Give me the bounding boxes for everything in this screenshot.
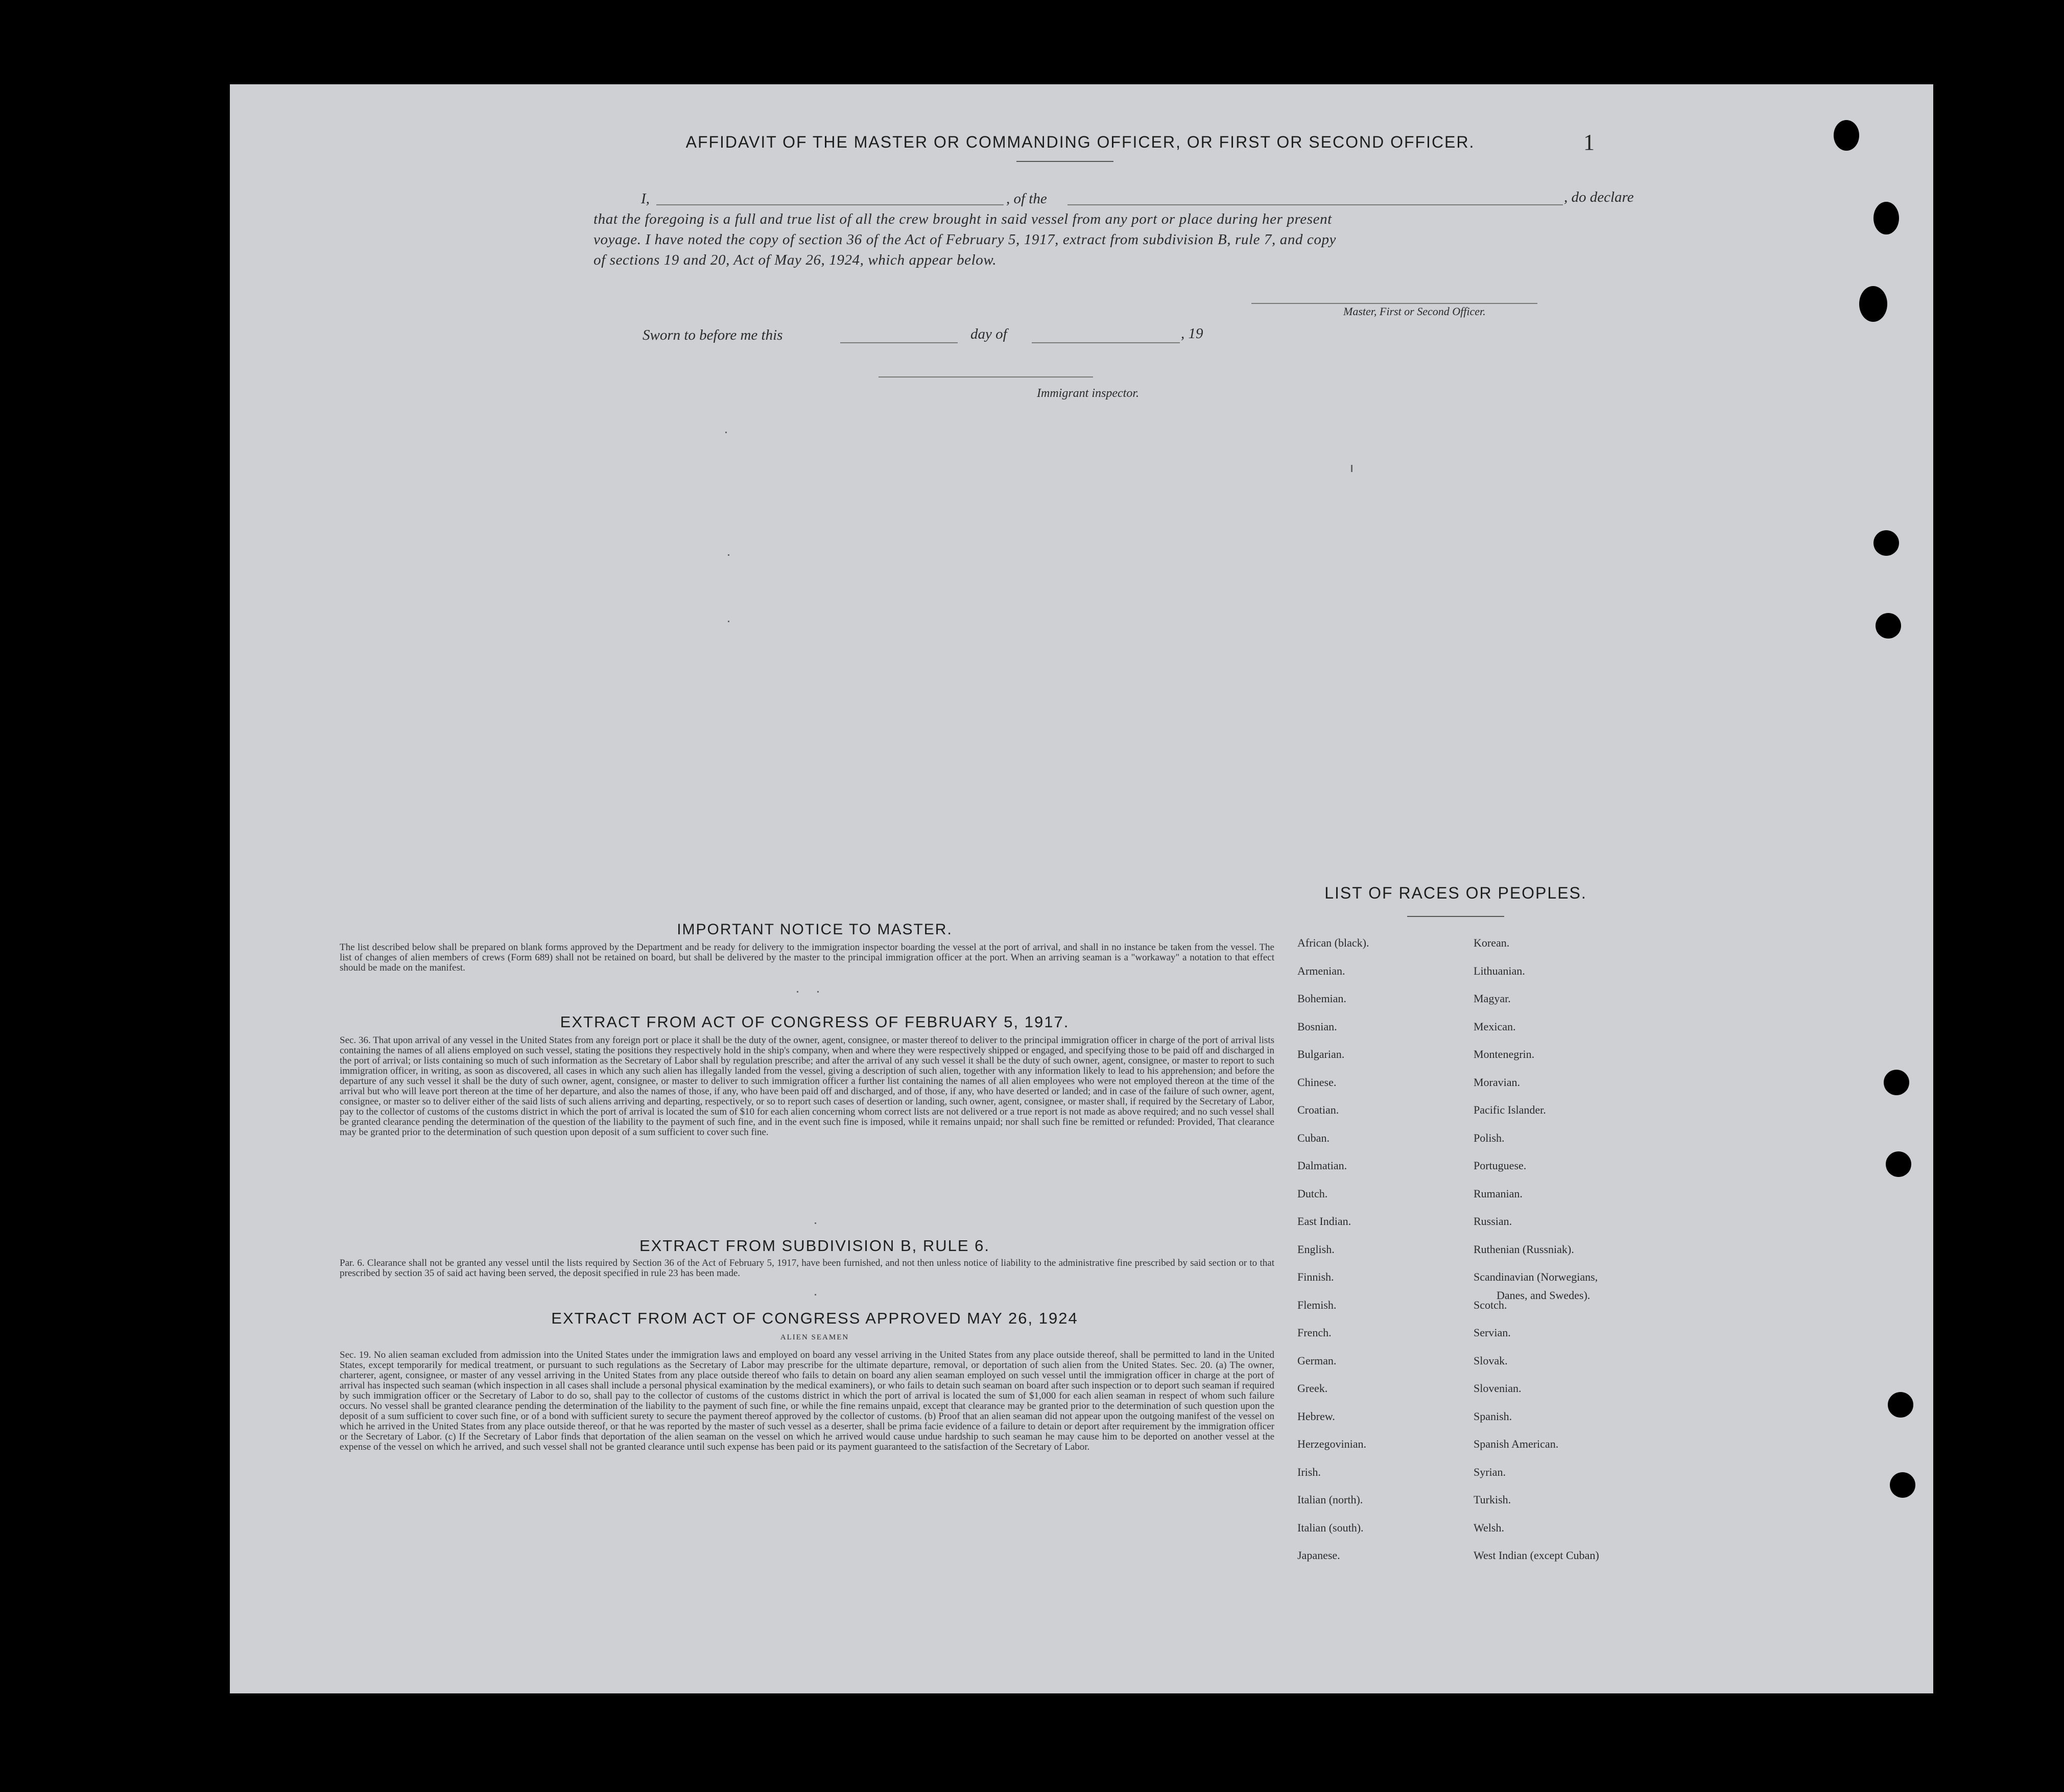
race-item: Montenegrin. [1474,1048,1535,1060]
sworn-text: Sworn to before me this [643,327,783,343]
affidavit-title: AFFIDAVIT OF THE MASTER OR COMMANDING OFFICER, OR FIRST OR SECOND OFFICER. [685,133,1475,151]
race-item: Slovak. [1474,1354,1508,1367]
race-item: Italian (north). [1297,1493,1363,1506]
race-item: Finnish. [1297,1270,1334,1283]
master-signature-line [1251,303,1537,304]
race-item: Mexican. [1474,1020,1516,1033]
race-item: Greek. [1297,1382,1328,1395]
faint-mark [728,554,729,556]
race-item: Russian. [1474,1215,1512,1228]
race-item: Turkish. [1474,1493,1511,1506]
race-item-continuation: Danes, and Swedes). [1497,1289,1591,1302]
race-item: Dalmatian. [1297,1159,1347,1172]
race-item: Scandinavian (Norwegians, [1474,1270,1598,1283]
race-item: Syrian. [1474,1465,1506,1478]
races-column-1 [1297,936,1369,1577]
inspector-signature-line [879,376,1093,378]
punch-hole [1890,1472,1915,1498]
race-item: Scotch. [1474,1298,1507,1311]
race-item: Chinese. [1297,1075,1337,1089]
punch-hole [1888,1392,1913,1418]
sworn-day-blank [840,342,958,343]
divider-dot [797,991,798,993]
extract-1924-title: EXTRACT FROM ACT OF CONGRESS APPROVED MAY 26, 1924 [551,1309,1078,1327]
race-item: Magyar. [1474,992,1511,1005]
race-item: Ruthenian (Russniak). [1474,1242,1574,1256]
race-item: Polish. [1474,1131,1505,1144]
subdivision-b-body: Par. 6. Clearance shall not be granted any vessel until the lists required by Section 36 of the Act of February 5, 1917, have been furnished, and not then unless notice of liability to the administrative fine prescribed by said section or to that prescribed by section 35 of said act having been served, the deposit specified in rule 23 has been made. [340,1258,1274,1279]
race-item: Armenian. [1297,964,1345,977]
day-of-text: day of [970,326,1007,342]
race-item: Japanese. [1297,1549,1340,1562]
race-item: Bulgarian. [1297,1048,1345,1060]
title-rule [1016,161,1113,162]
punch-hole [1884,1070,1909,1095]
master-signature-caption: Master, First or Second Officer. [1343,305,1486,318]
notice-title: IMPORTANT NOTICE TO MASTER. [677,921,953,938]
punch-hole [1834,120,1859,151]
extract-1917-body: Sec. 36. That upon arrival of any vessel in the United States from any foreign port or place it shall be the duty of the owner, agent, consignee, or master thereof to deliver to the principal immigration officer in charge of the port of arrival lists containing the names of all aliens employed on such vessel, stating the positions they respectively hold in the ship's company, when and where they were respectively shipped or engaged, and specifying those to be paid off and discharged in the port of arrival; or lists containing so much of such information as the Secretary of Labor shall by regulation prescribe; and after the arrival of any such vessel it shall be the duty of such owner, agent, consignee, or master to report to such immigration officer, in writing, as soon as discovered, all cases in which any such alien has illegally landed from the vessel, giving a description of such alien, together with any information likely to lead to his apprehension; and before the departure of any such vessel it shall be the duty of such owner, agent, consignee, or master to deliver to such immigration officer a further list containing the names of all alien employees who were not employed thereon at the time of the arrival but who will leave port thereon at the time of her departure, and also the names of those, if any, who have been paid off and discharged, and of those, if any, who have deserted or landed; and in case of the failure of such owner, agent, consignee, or master so to deliver either of the said lists of such aliens arriving and departing, respectively, or so to report such cases of desertion or landing, such owner, agent, consignee, or master shall, if required by the Secretary of Labor, pay to the collector of customs of the customs district in which the port of arrival is located the sum of $10 for each alien concerning whom correct lists are not delivered or a true report is not made as above required; and no such vessel shall be granted clearance pending the determination of the question of the liability to the payment of such fine, and in the event such fine is imposed, while it remains unpaid; nor shall such fine be remitted or refunded: Provided, That clearance may be granted prior to the determination of such question upon deposit of a sum sufficient to cover such fine. [340,1035,1274,1138]
name-blank [656,204,1004,205]
year-text: , 19 [1181,325,1203,342]
race-item: Herzegovinian. [1297,1437,1366,1450]
divider-dot [817,991,819,993]
divider-dot [815,1294,816,1295]
extract-1924-body: Sec. 19. No alien seaman excluded from admission into the United States under the immigration laws and employed on board any vessel arriving in the United States from any place outside thereof, shall be permitted to land in the United States, except temporarily for medical treatment, or pursuant to such regulations as the Secretary of Labor may prescribe for the ultimate departure, removal, or deportation of such alien from the United States. Sec. 20. (a) The owner, charterer, agent, consignee, or master of any vessel arriving in the United States from any place outside thereof who fails to detain on board any alien seaman employed on such vessel until the immigration officer in charge at the port of arrival has inspected such seaman (which inspection in all cases shall include a personal physical examination by the medical examiners), or who fails to detain such seaman on board after such inspection or to deport such seaman if required by such immigration officer or the Secretary of Labor to do so, shall pay to the collector of customs of the customs district in which the port of arrival is located the sum of $1,000 for each alien seaman in respect of whom such failure occurs. No vessel shall be granted clearance pending the determination of the liability to the payment of such fine, or while the fine remains unpaid, except that clearance may be granted prior to the determination of such question upon the deposit of a sum sufficient to cover such fine, or of a bond with sufficient surety to secure the payment thereof approved by the collector of customs. (b) Proof that an alien seaman did not appear upon the outgoing manifest of the vessel on which he arrived in the United States from any place outside thereof, or that he was reported by the master of such vessel as a deserter, shall be prima facie evidence of a failure to detain or deport after requirement by the immigration officer or the Secretary of Labor. (c) If the Secretary of Labor finds that deportation of the alien seaman on the vessel on which he arrived would cause undue hardship to such seaman he may cause him to be deported on another vessel at the expense of the vessel on which he arrived, and such vessel shall not be granted clearance until such expense has been paid or its payment guaranteed to the satisfaction of the Secretary of Labor. [340,1350,1274,1452]
divider-dot [815,1222,816,1224]
race-item: Pacific Islander. [1474,1103,1546,1116]
affidavit-line4: of sections 19 and 20, Act of May 26, 1924, which appear below. [594,252,997,268]
races-title: LIST OF RACES OR PEOPLES. [1324,884,1587,902]
race-item: Italian (south). [1297,1521,1364,1534]
race-item: Croatian. [1297,1103,1339,1116]
vessel-blank [1067,204,1563,205]
race-item: Rumanian. [1474,1187,1523,1200]
race-item: German. [1297,1354,1337,1367]
punch-hole [1873,202,1899,234]
race-item: English. [1297,1242,1335,1256]
punch-hole [1886,1151,1911,1177]
race-item: Cuban. [1297,1131,1330,1144]
affidavit-line1-declare: , do declare [1564,189,1634,205]
punch-hole [1859,286,1887,322]
race-item: Irish. [1297,1465,1321,1478]
faint-mark [1351,465,1353,472]
race-item: African (black). [1297,936,1369,949]
race-item: French. [1297,1326,1332,1339]
margin-mark: 1 [1583,130,1595,155]
race-item: Slovenian. [1474,1382,1522,1395]
race-item: Servian. [1474,1326,1511,1339]
faint-mark [728,621,729,622]
race-item: Spanish. [1474,1409,1512,1423]
affidavit-line2: that the foregoing is a full and true list of all the crew brought in said vessel from any port or place during her present [594,211,1332,227]
race-item: Bosnian. [1297,1020,1337,1033]
race-item: Dutch. [1297,1187,1328,1200]
race-item: Lithuanian. [1474,964,1525,977]
extract-1924-subtitle: ALIEN SEAMEN [780,1333,849,1341]
affidavit-line1-of: , of the [1006,191,1047,207]
race-item: Moravian. [1474,1075,1521,1089]
race-item: Welsh. [1474,1521,1504,1534]
race-item: Spanish American. [1474,1437,1559,1450]
inspector-caption: Immigrant inspector. [1037,387,1139,400]
document-page [230,84,1933,1693]
punch-hole [1873,530,1899,556]
race-item: Korean. [1474,936,1510,949]
race-item: West Indian (except Cuban) [1474,1549,1599,1562]
punch-hole [1876,613,1901,639]
race-item: Hebrew. [1297,1409,1335,1423]
race-item: Flemish. [1297,1298,1337,1311]
race-item: Bohemian. [1297,992,1346,1005]
notice-body: The list described below shall be prepared on blank forms approved by the Department and be ready for delivery to the immigration inspector boarding the vessel at the port of arrival, and shall in no instance be taken from the vessel. The list of changes of alien members of crews (Form 689) shall not be retained on board, but shall be delivered by the master to the principal immigration officer at the port. When an arriving seaman is a "workaway" a notation to that effect should be made on the manifest. [340,942,1274,973]
extract-1917-title: EXTRACT FROM ACT OF CONGRESS OF FEBRUARY 5, 1917. [560,1013,1070,1031]
race-item: Portuguese. [1474,1159,1527,1172]
races-column-2 [1474,936,1599,1577]
races-title-rule [1407,916,1504,917]
affidavit-line3: voyage. I have noted the copy of section 36 of the Act of February 5, 1917, extract from subdivision B, rule 7, and copy [594,231,1337,248]
affidavit-line1-i: I, [641,191,650,207]
race-item: East Indian. [1297,1215,1351,1228]
subdivision-b-title: EXTRACT FROM SUBDIVISION B, RULE 6. [639,1237,990,1255]
sworn-month-blank [1032,342,1180,343]
faint-mark [725,432,727,433]
